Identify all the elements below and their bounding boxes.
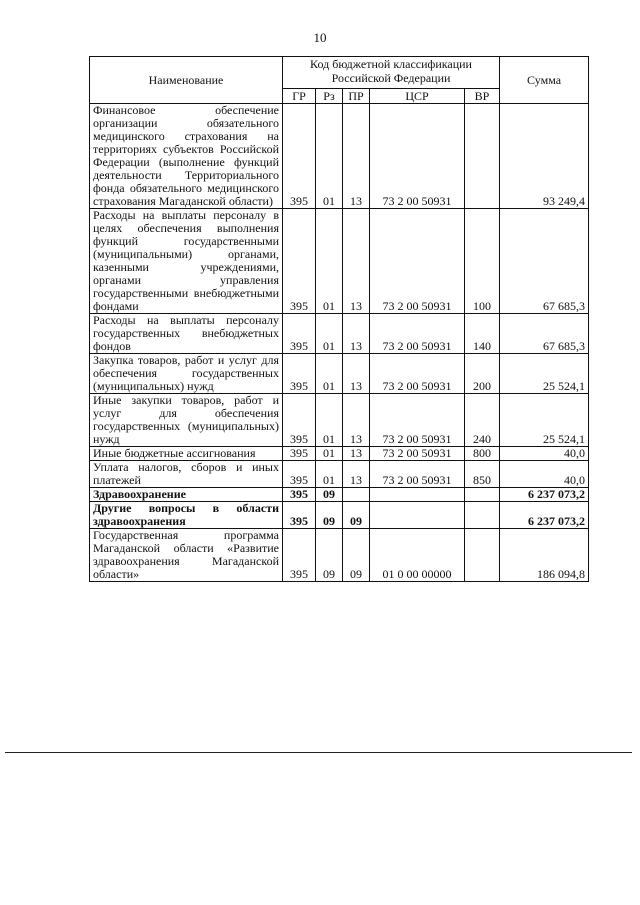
row-vr [465,488,500,502]
header-rz: Рз [316,89,343,104]
row-name: Иные бюджетные ассигнования [90,447,283,461]
row-name: Расходы на выплаты персоналу в целях обеспечения выполнения функций государственными (муниципальными) органами, казенными учреждениями, органами управления государственными внебюджетными фондами [90,209,283,314]
row-rz: 09 [316,488,343,502]
row-vr: 240 [465,394,500,447]
row-vr [465,104,500,209]
row-rz: 01 [316,314,343,354]
row-rz: 09 [316,502,343,529]
row-vr [465,502,500,529]
row-csr: 73 2 00 50931 [370,447,465,461]
row-gr: 395 [283,502,316,529]
row-sum: 6 237 073,2 [500,488,589,502]
row-csr: 73 2 00 50931 [370,209,465,314]
row-rz: 01 [316,447,343,461]
row-rz: 01 [316,104,343,209]
table-row [90,354,589,394]
row-pr: 09 [343,502,370,529]
row-rz: 01 [316,461,343,488]
row-csr [370,502,465,529]
header-sum: Сумма [500,57,589,104]
row-name: Другие вопросы в области здравоохранения [90,502,283,529]
row-sum: 93 249,4 [500,104,589,209]
page-number: 10 [313,30,327,45]
row-sum: 25 524,1 [500,394,589,447]
row-csr: 73 2 00 50931 [370,314,465,354]
row-sum: 40,0 [500,447,589,461]
row-csr: 73 2 00 50931 [370,461,465,488]
row-name: Государственная программа Магаданской области «Развитие здравоохранения Магаданской области» [90,529,283,582]
row-vr: 800 [465,447,500,461]
row-csr: 73 2 00 50931 [370,104,465,209]
table-row [90,394,589,447]
row-vr: 200 [465,354,500,394]
row-pr: 13 [343,354,370,394]
row-sum: 40,0 [500,461,589,488]
row-pr: 09 [343,529,370,582]
row-vr: 100 [465,209,500,314]
table-row [90,209,589,314]
row-csr: 73 2 00 50931 [370,394,465,447]
row-name: Уплата налогов, сборов и иных платежей [90,461,283,488]
row-sum: 186 094,8 [500,529,589,582]
row-pr: 13 [343,314,370,354]
row-name: Закупка товаров, работ и услуг для обеспечения государственных (муниципальных) нужд [90,354,283,394]
row-rz: 01 [316,354,343,394]
row-vr [465,529,500,582]
table-body [90,104,589,582]
table-row [90,447,589,461]
row-name: Финансовое обеспечение организации обязательного медицинского страхования на территориях субъектов Российской Федерации (выполнение функций деятельности Территориального фонда обязательного медицинского страхования Магаданской области) [90,104,283,209]
row-vr: 140 [465,314,500,354]
row-pr: 13 [343,447,370,461]
row-gr: 395 [283,354,316,394]
header-vr: ВР [465,89,500,104]
table-row [90,314,589,354]
row-gr: 395 [283,461,316,488]
row-csr: 73 2 00 50931 [370,354,465,394]
row-gr: 395 [283,529,316,582]
row-pr: 13 [343,394,370,447]
row-csr [370,488,465,502]
header-csr: ЦСР [370,89,465,104]
header-code-group: Код бюджетной классификации Российской Федерации [283,57,500,89]
table-row [90,502,589,529]
row-rz: 01 [316,209,343,314]
row-sum: 6 237 073,2 [500,502,589,529]
table-row [90,529,589,582]
row-gr: 395 [283,209,316,314]
row-pr [343,488,370,502]
row-sum: 67 685,3 [500,209,589,314]
header-gr: ГР [283,89,316,104]
page-divider-line [5,752,632,753]
row-pr: 13 [343,104,370,209]
row-gr: 395 [283,104,316,209]
row-sum: 25 524,1 [500,354,589,394]
row-sum: 67 685,3 [500,314,589,354]
row-gr: 395 [283,447,316,461]
table-row [90,461,589,488]
table-row [90,104,589,209]
row-name: Иные закупки товаров, работ и услуг для обеспечения государственных (муниципальных) нужд [90,394,283,447]
row-vr: 850 [465,461,500,488]
budget-table [89,56,589,582]
row-name: Расходы на выплаты персоналу государственных внебюджетных фондов [90,314,283,354]
header-name: Наименование [90,57,283,104]
row-rz: 09 [316,529,343,582]
row-pr: 13 [343,209,370,314]
row-csr: 01 0 00 00000 [370,529,465,582]
row-pr: 13 [343,461,370,488]
table-row [90,488,589,502]
header-pr: ПР [343,89,370,104]
row-gr: 395 [283,394,316,447]
row-rz: 01 [316,394,343,447]
row-name: Здравоохранение [90,488,283,502]
row-gr: 395 [283,314,316,354]
row-gr: 395 [283,488,316,502]
